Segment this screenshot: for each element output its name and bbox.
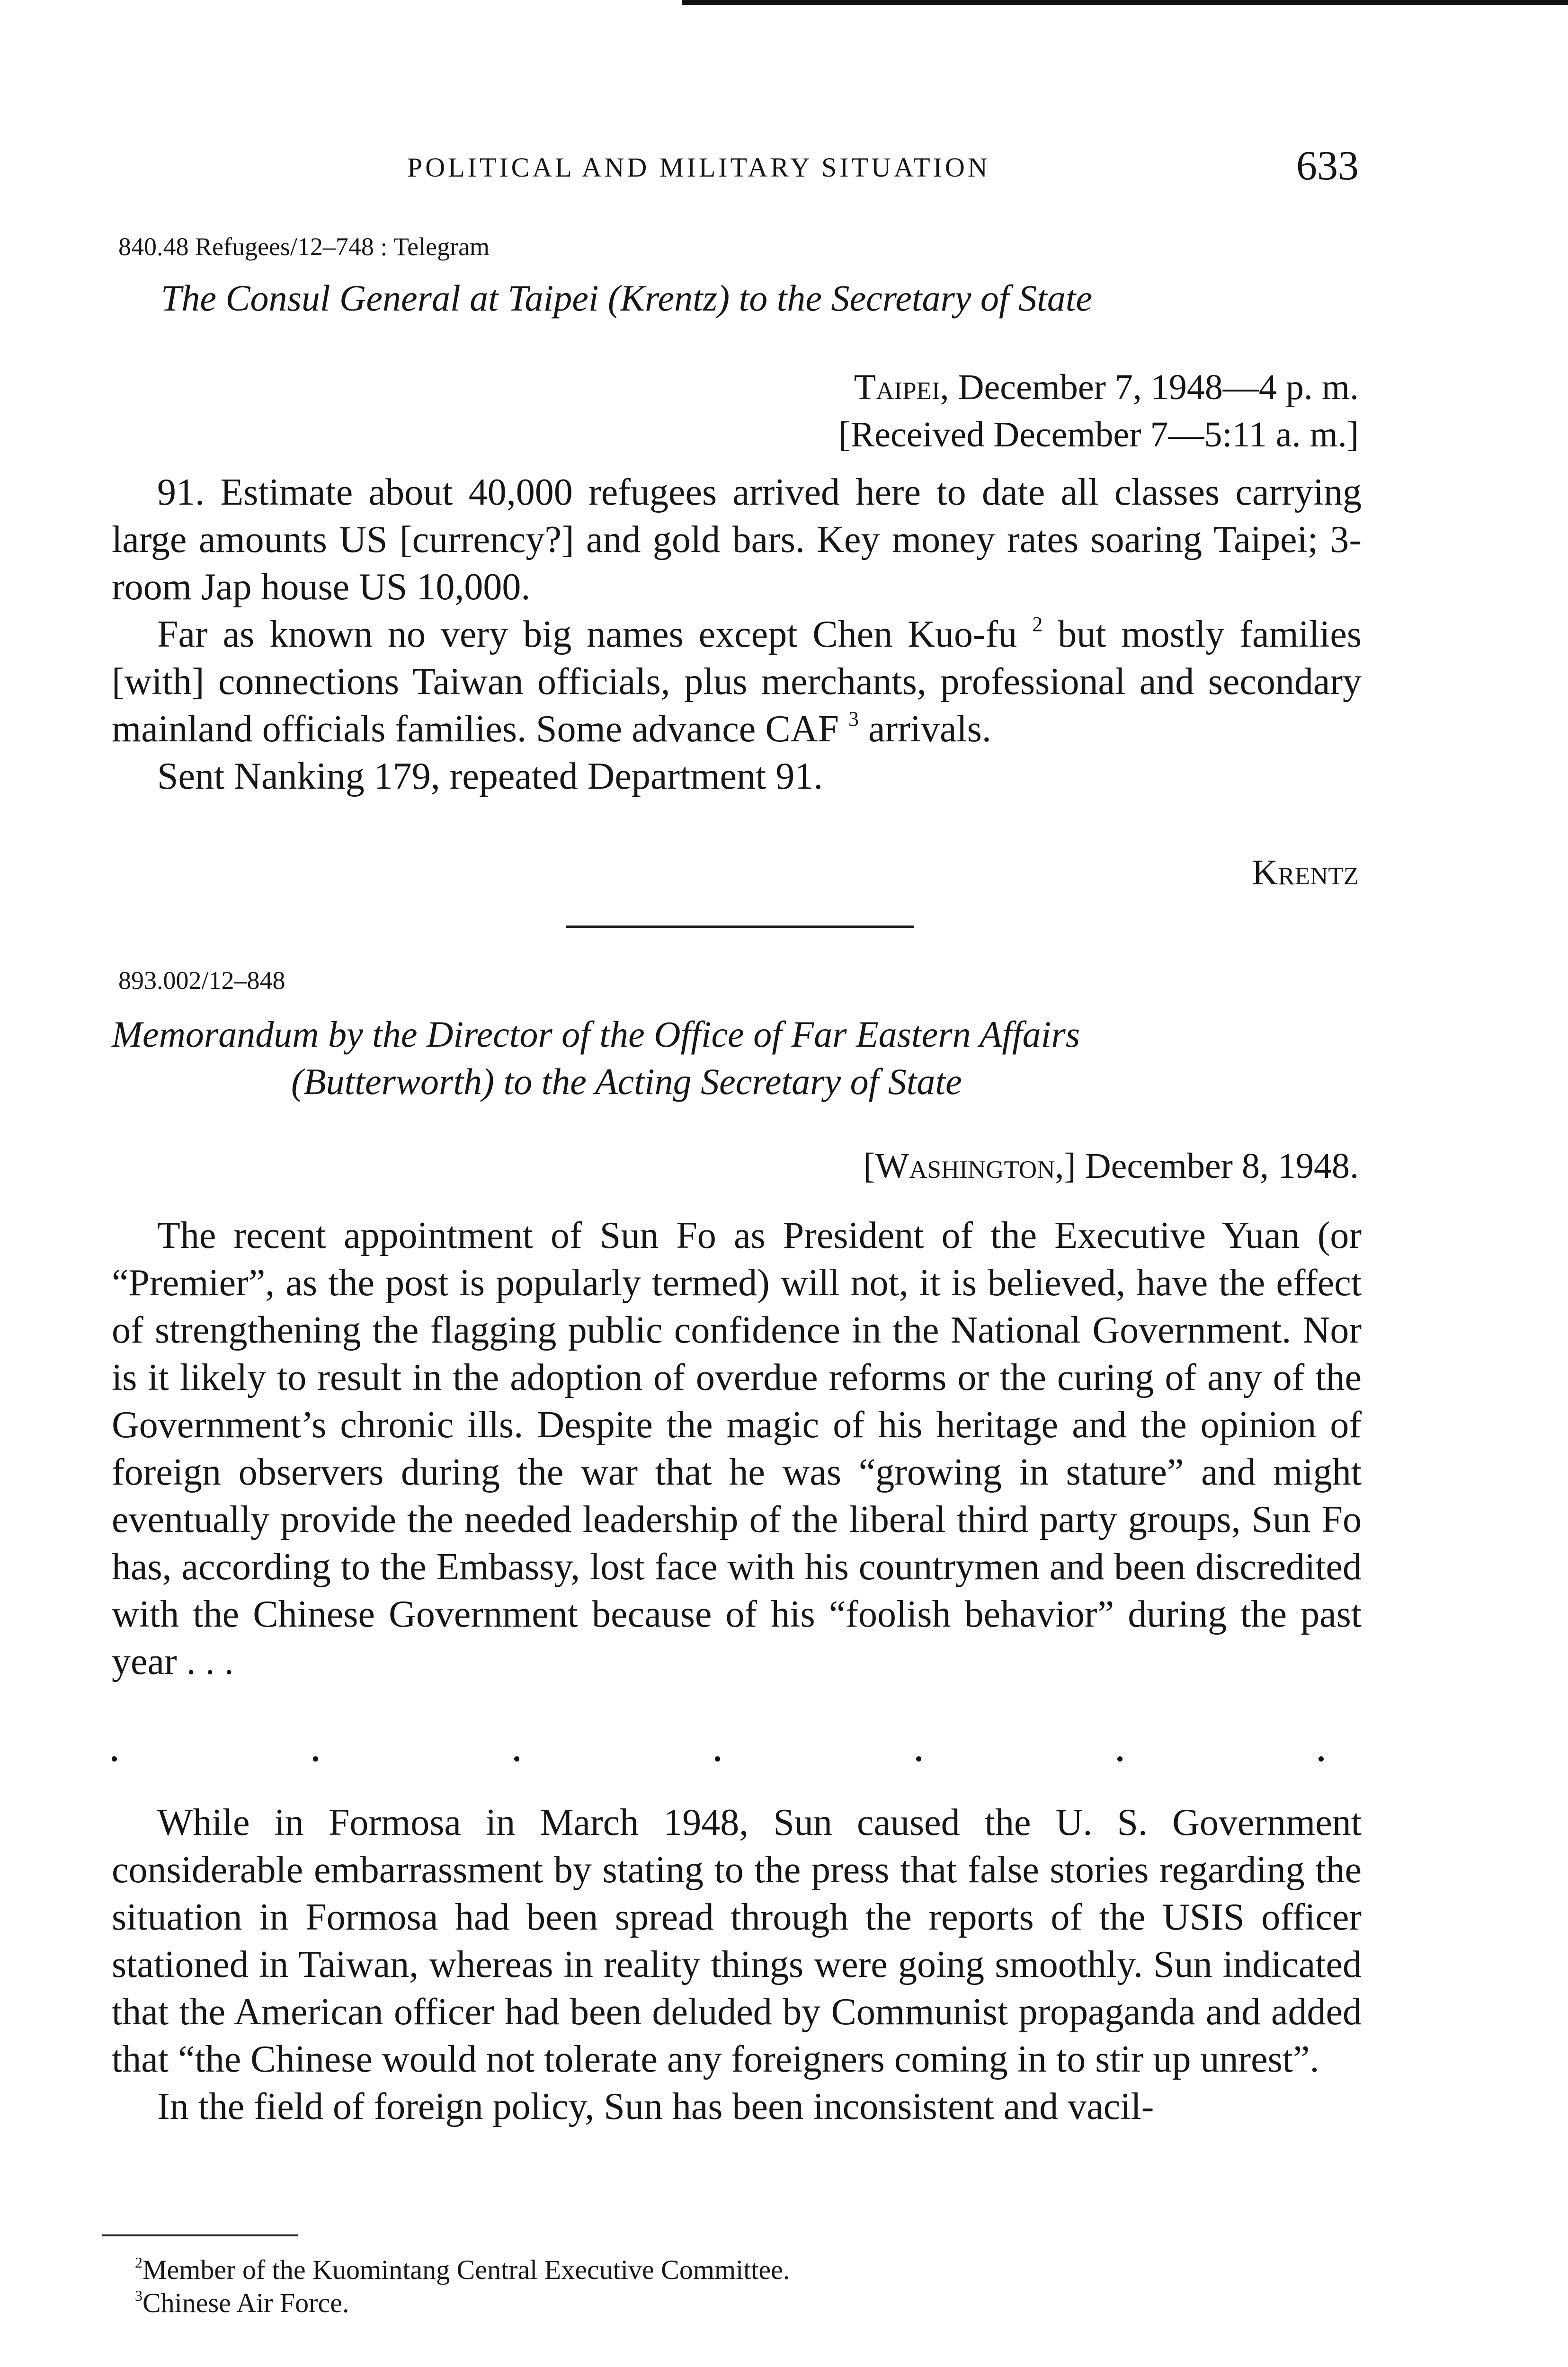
ellipsis-dot <box>715 1756 720 1762</box>
doc2-dateline <box>109 1146 1359 1187</box>
doc1-file-reference: 840.48 Refugees/12–748 : Telegram <box>118 232 490 261</box>
doc2-title-line-1: Memorandum by the Director of the Office of Far Eastern Affairs <box>112 1014 1080 1055</box>
ellipsis-dot <box>112 1756 117 1762</box>
top-edge-rule <box>682 0 1568 5</box>
document-separator-rule <box>566 925 914 928</box>
doc2-date: December 8, 1948. <box>1076 1146 1359 1186</box>
doc2-paragraph-3: In the field of foreign policy, Sun has been inconsistent and vacil- <box>157 2086 1154 2127</box>
footnote-2-text: Member of the Kuomintang Central Executive Committee. <box>142 2254 790 2285</box>
doc1-paragraph-2-text-a: Far as known no very big names except Chen Kuo-fu <box>157 614 1017 655</box>
doc2-paragraph-2: While in Formosa in March 1948, Sun caused the U. S. Government considerable embarrassment by stating to the press that false stories regarding the situation in Formosa had been spread through the reports of the USIS officer stationed in Taiwan, whereas in reality things were going smoothly. Sun indicated that the American officer had been deluded by Communist propaganda and added that “the Chinese would not tolerate any foreigners coming in to stir up unrest”. <box>112 1802 1362 2080</box>
footnote-3-text: Chinese Air Force. <box>142 2287 349 2318</box>
doc1-signature: Krentz <box>1252 853 1359 892</box>
footnote-2 <box>135 2253 790 2287</box>
doc2-title-line-2: (Butterworth) to the Acting Secretary of State <box>291 1061 962 1102</box>
ellipsis-dot <box>1117 1756 1123 1762</box>
ellipsis-dot-row <box>112 1756 1324 1766</box>
footnote-3 <box>135 2287 349 2320</box>
doc1-paragraph-1: 91. Estimate about 40,000 refugees arrived here to date all classes carrying large amounts US [currency?] and gold bars. Key money rates soaring Taipei; 3-room Jap house US 10,000. <box>112 472 1362 608</box>
footnote-ref-2: 2 <box>1032 613 1043 636</box>
footnote-3-mark: 3 <box>135 2287 143 2305</box>
ellipsis-dot <box>313 1756 318 1762</box>
doc2-place: [Washington,] <box>863 1146 1076 1186</box>
doc2-paragraph-1: The recent appointment of Sun Fo as President of the Executive Yuan (or “Premier”, as the post is popularly termed) will not, it is believed, have the effect of strengthening the flagging public confidence in the National Government. Nor is it likely to result in the adoption of overdue reforms or the curing of any of the Government’s chronic ills. Despite the magic of his heritage and the opinion of foreign observers during the war that he was “growing in stature” and might eventually provide the needed leadership of the liberal third party groups, Sun Fo has, according to the Embassy, lost face with his countrymen and been discredited with the Chinese Government because of his “foolish behavior” during the past year . . . <box>112 1215 1362 1682</box>
doc1-received-line: [Received December 7—5:11 a. m.] <box>838 415 1359 454</box>
doc2-body-part-1 <box>112 1212 1362 1685</box>
footnote-ref-3: 3 <box>848 707 859 730</box>
doc1-paragraph-2-text-c: arrivals. <box>858 708 991 750</box>
footnote-2-mark: 2 <box>135 2254 143 2271</box>
ellipsis-dot <box>916 1756 921 1762</box>
running-head: POLITICAL AND MILITARY SITUATION <box>407 152 990 183</box>
page-number: 633 <box>1296 143 1359 189</box>
doc1-date: , December 7, 1948—4 p. m. <box>940 367 1359 407</box>
doc2-file-reference: 893.002/12–848 <box>118 966 285 995</box>
ellipsis-dot <box>514 1756 519 1762</box>
doc1-title: The Consul General at Taipei (Krentz) to the Secretary of State <box>161 277 1093 319</box>
footnote-rule <box>102 2234 298 2236</box>
doc1-paragraph-2-text-b: but mostly families [with] connections Taiwan officials, plus merchants, professional and secondary mainland officials families. Some advance CAF <box>112 614 1362 750</box>
doc1-sent-line: Sent Nanking 179, repeated Department 91. <box>157 756 823 797</box>
doc2-body-part-2 <box>112 1799 1362 2130</box>
doc1-dateline <box>109 367 1359 408</box>
ellipsis-dot <box>1319 1756 1324 1762</box>
doc1-place: Taipei <box>854 367 940 407</box>
doc1-paragraph-2 <box>112 611 1362 753</box>
doc1-body <box>112 469 1362 800</box>
